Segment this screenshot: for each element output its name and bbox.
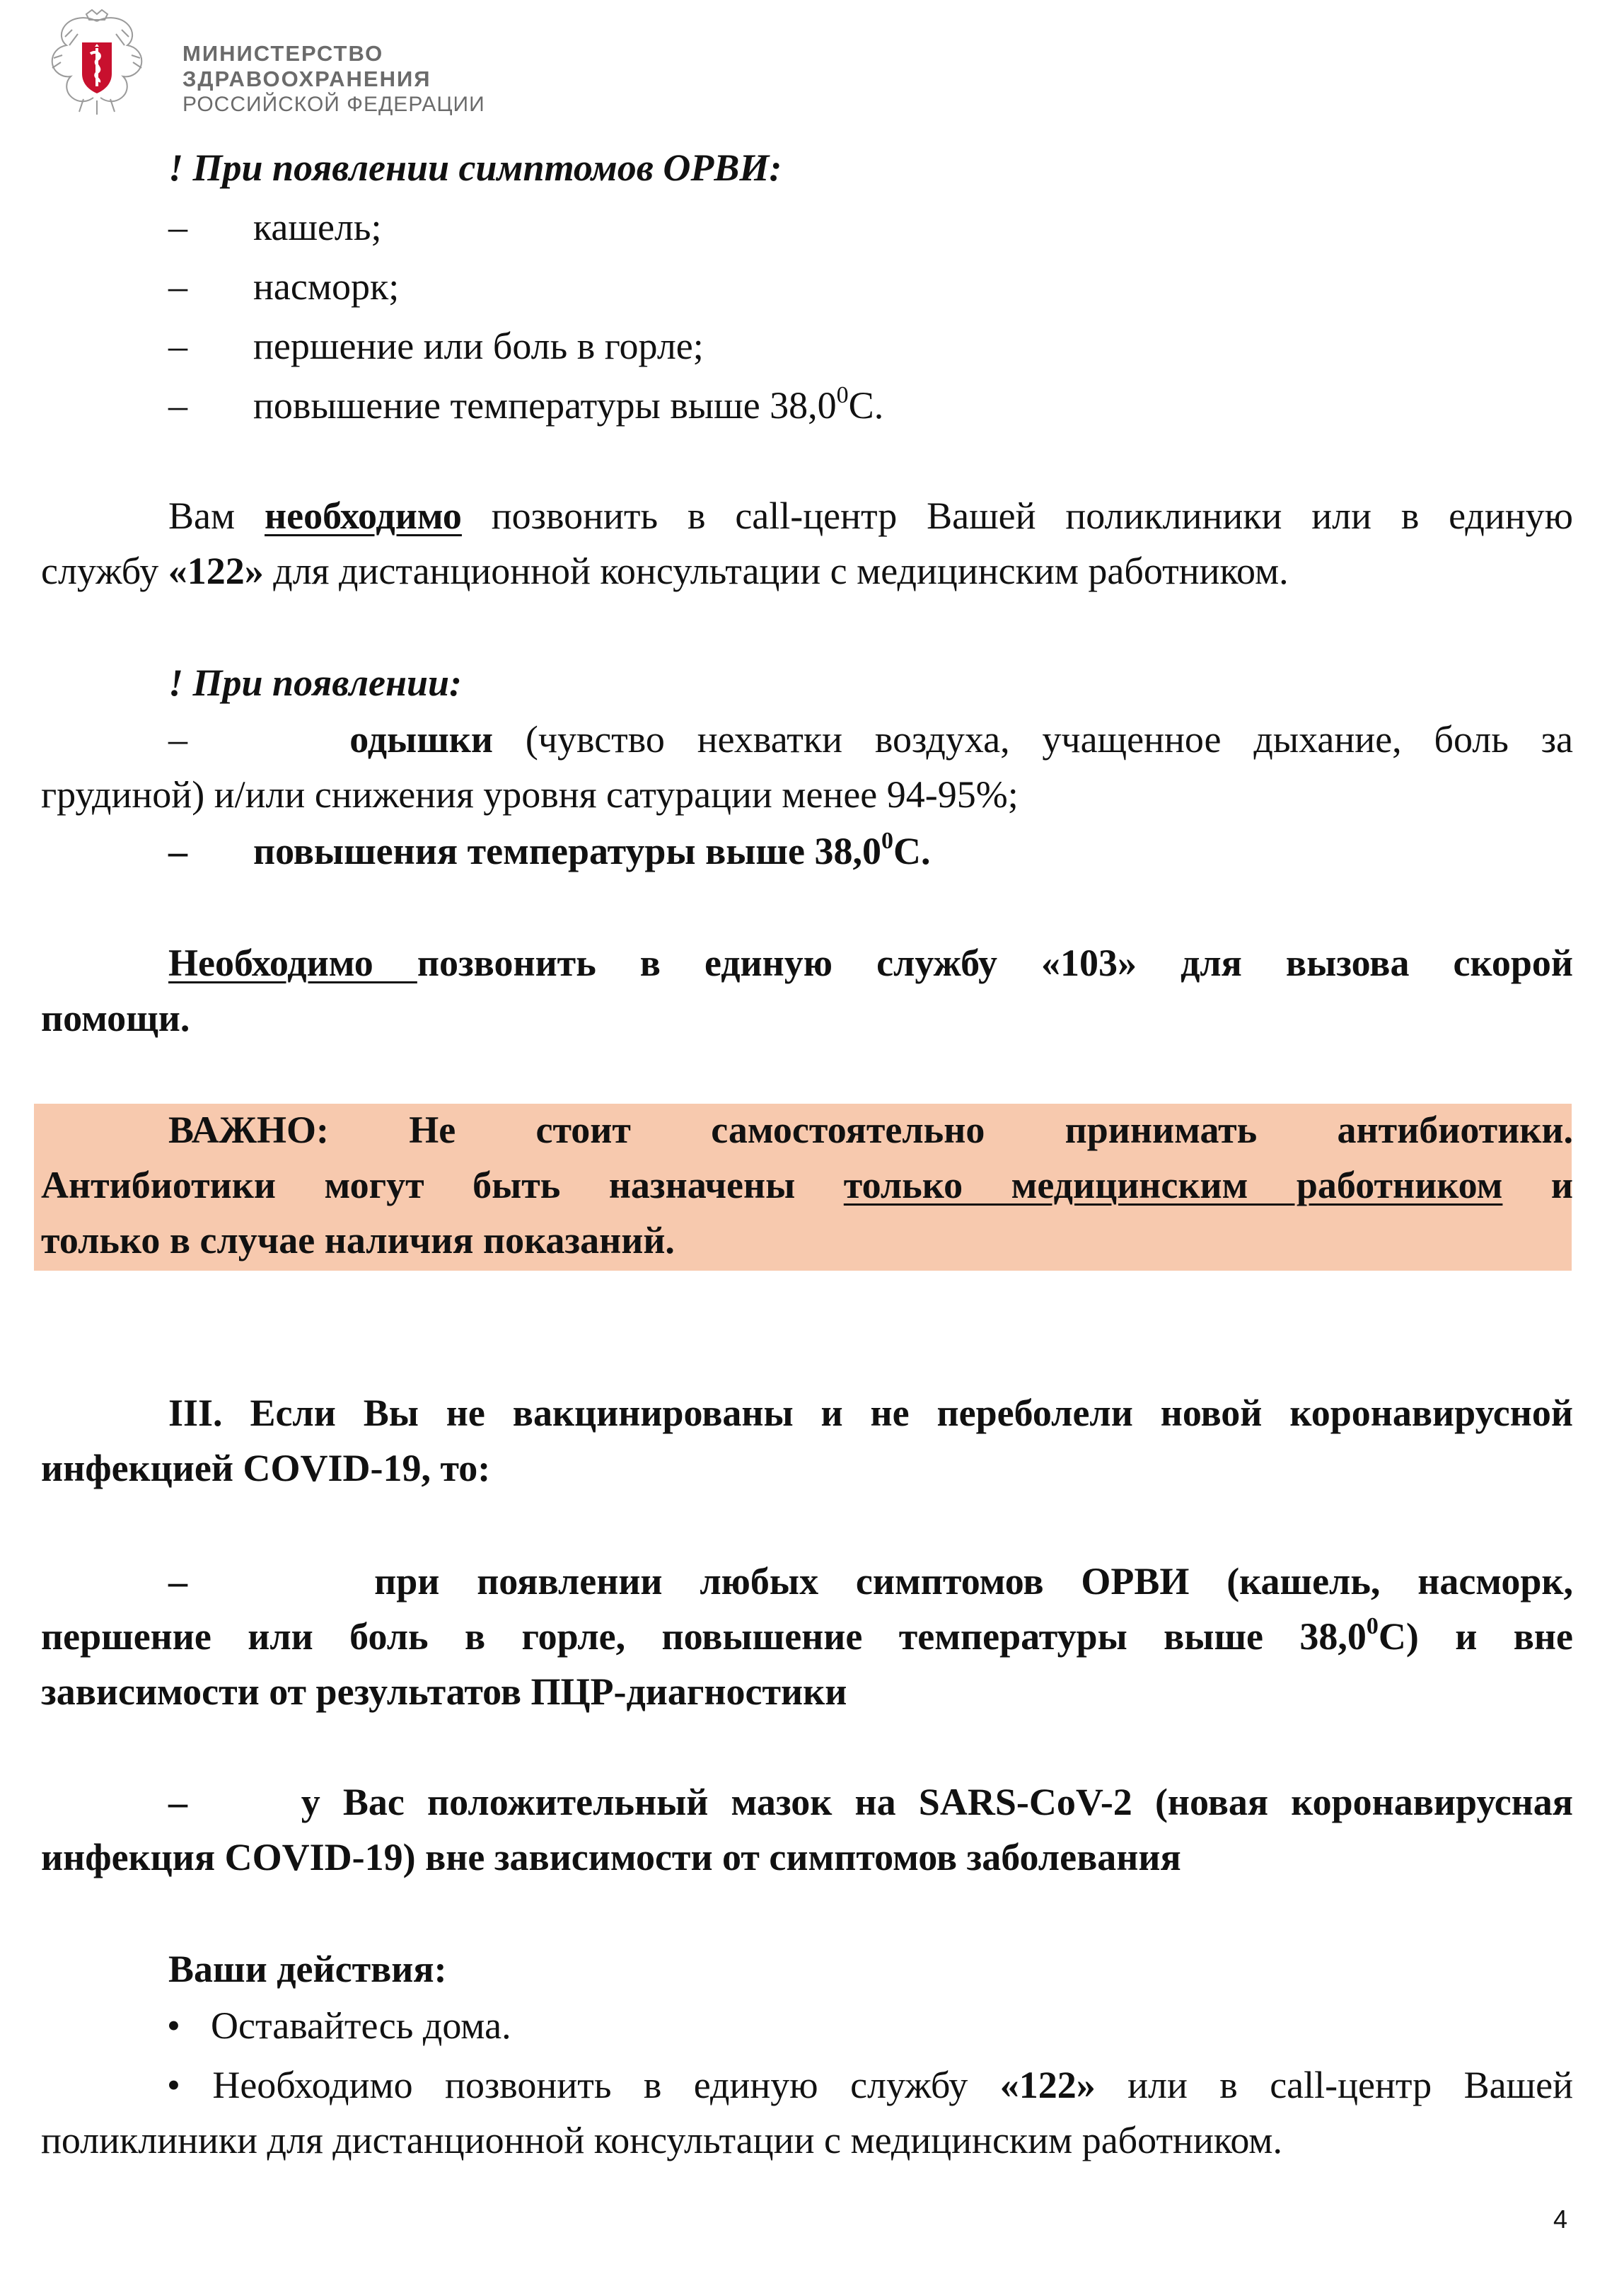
condition1-line3: зависимости от результатов ПЦР-диагностики: [41, 1670, 847, 1713]
dyspnea-description: (чувство нехватки воздуха, учащенное дыхание, боль за: [525, 718, 1574, 761]
dyspnea-line1: [41, 712, 1573, 767]
appearance-heading: ! При появлении:: [168, 662, 463, 704]
bullet-icon: •: [167, 2004, 180, 2047]
ministry-line-2: ЗДРАВООХРАНЕНИЯ: [182, 67, 431, 91]
fever-unit: С.: [893, 830, 931, 872]
ministry-name: [182, 41, 485, 117]
actions-heading: Ваши действия:: [168, 1948, 447, 1990]
condition2-text: у Вас положительный мазок на SARS-CoV-2 (новая коронавирусная: [301, 1781, 1573, 1823]
condition1-line1: [41, 1554, 1573, 1609]
dash-icon: –: [168, 384, 187, 427]
emphasis-necessary: Необходимо: [168, 942, 417, 984]
warning-line3: только в случае наличия показаний.: [41, 1219, 675, 1261]
dash-icon: –: [168, 830, 187, 872]
symptom-cough: кашель;: [253, 206, 382, 248]
warning-emphasis: только медицинским работником: [843, 1164, 1503, 1206]
dyspnea-term: одышки: [349, 718, 494, 761]
word-vam: Вам: [168, 495, 236, 537]
list-item: [41, 2057, 1573, 2113]
emphasis-necessary: необходимо: [265, 495, 462, 537]
fever-text: повышение температуры выше 38,0: [253, 384, 837, 427]
symptom-runny-nose: насморк;: [253, 265, 400, 308]
fever-unit: С.: [848, 384, 884, 427]
call-paragraph-line2: [41, 543, 1573, 599]
condition1-line2: [41, 1609, 1573, 1664]
ministry-header: [44, 8, 539, 129]
section3-heading-line1: III. Если Вы не вакцинированы и не переболели новой коронавирусной: [168, 1392, 1573, 1434]
degree-sup: 0: [836, 382, 849, 408]
symptom-fever: [253, 378, 883, 433]
symptom-sore-throat: першение или боль в горле;: [253, 325, 704, 367]
call-text: Необходимо позвонить в единую службу: [212, 2064, 1000, 2106]
high-fever: [253, 824, 930, 879]
dash-icon: –: [168, 265, 187, 308]
emblem-icon: [44, 8, 150, 118]
dash-icon: –: [168, 325, 187, 367]
bullet-icon: •: [167, 2064, 180, 2106]
bullet2-line2: поликлиники для дистанционной консультации с медицинским работником.: [41, 2119, 1282, 2161]
condition1-text: при появлении любых симптомов ОРВИ (кашель, насморк,: [374, 1560, 1574, 1603]
degree-sup: 0: [881, 828, 893, 854]
dyspnea-line2: грудиной) и/или снижения уровня сатурации менее 94-95%;: [41, 773, 1019, 816]
warning-line2: [41, 1157, 1573, 1213]
service-122: «122»: [999, 2064, 1096, 2106]
stay-home: Оставайтесь дома.: [211, 2004, 511, 2047]
condition2-line1: [41, 1774, 1573, 1830]
call-text: или в call-центр Вашей: [1095, 2064, 1573, 2106]
service-text: службу: [41, 550, 168, 592]
fever-text: повышения температуры выше 38,0: [253, 830, 881, 872]
dash-icon: –: [168, 1781, 187, 1823]
dash-icon: –: [168, 718, 187, 761]
condition1-text: С) и вне: [1378, 1615, 1573, 1658]
consultation-text: для дистанционной консультации с медицинским работником.: [263, 550, 1289, 592]
warning-line1: ВАЖНО: Не стоит самостоятельно принимать антибиотики.: [168, 1109, 1573, 1151]
page-number: 4: [1553, 2205, 1568, 2234]
ministry-line-3: РОССИЙСКОЙ ФЕДЕРАЦИИ: [182, 93, 485, 116]
ambulance-line1: [41, 935, 1573, 991]
warning-text: Антибиотики могут быть назначены: [41, 1164, 796, 1206]
ambulance-line2: помощи.: [41, 997, 190, 1039]
degree-sup: 0: [1366, 1613, 1379, 1639]
service-122: «122»: [168, 550, 264, 592]
dash-icon: –: [168, 1560, 187, 1603]
warning-conjunction: и: [1550, 1164, 1574, 1206]
call-text: позвонить в call-центр Вашей поликлиники или в единую: [491, 495, 1574, 537]
symptoms-heading: ! При появлении симптомов ОРВИ:: [168, 146, 782, 189]
call-paragraph-line1: [41, 488, 1573, 543]
condition2-line2: инфекция COVID-19) вне зависимости от симптомов заболевания: [41, 1836, 1181, 1878]
section3-heading-line2: инфекцией COVID-19, то:: [41, 1447, 491, 1489]
condition1-text: першение или боль в горле, повышение температуры выше 38,0: [41, 1615, 1367, 1658]
ambulance-text: позвонить в единую службу «103» для вызова скорой: [417, 942, 1573, 984]
ministry-line-1: МИНИСТЕРСТВО: [182, 41, 384, 66]
dash-icon: –: [168, 206, 187, 248]
